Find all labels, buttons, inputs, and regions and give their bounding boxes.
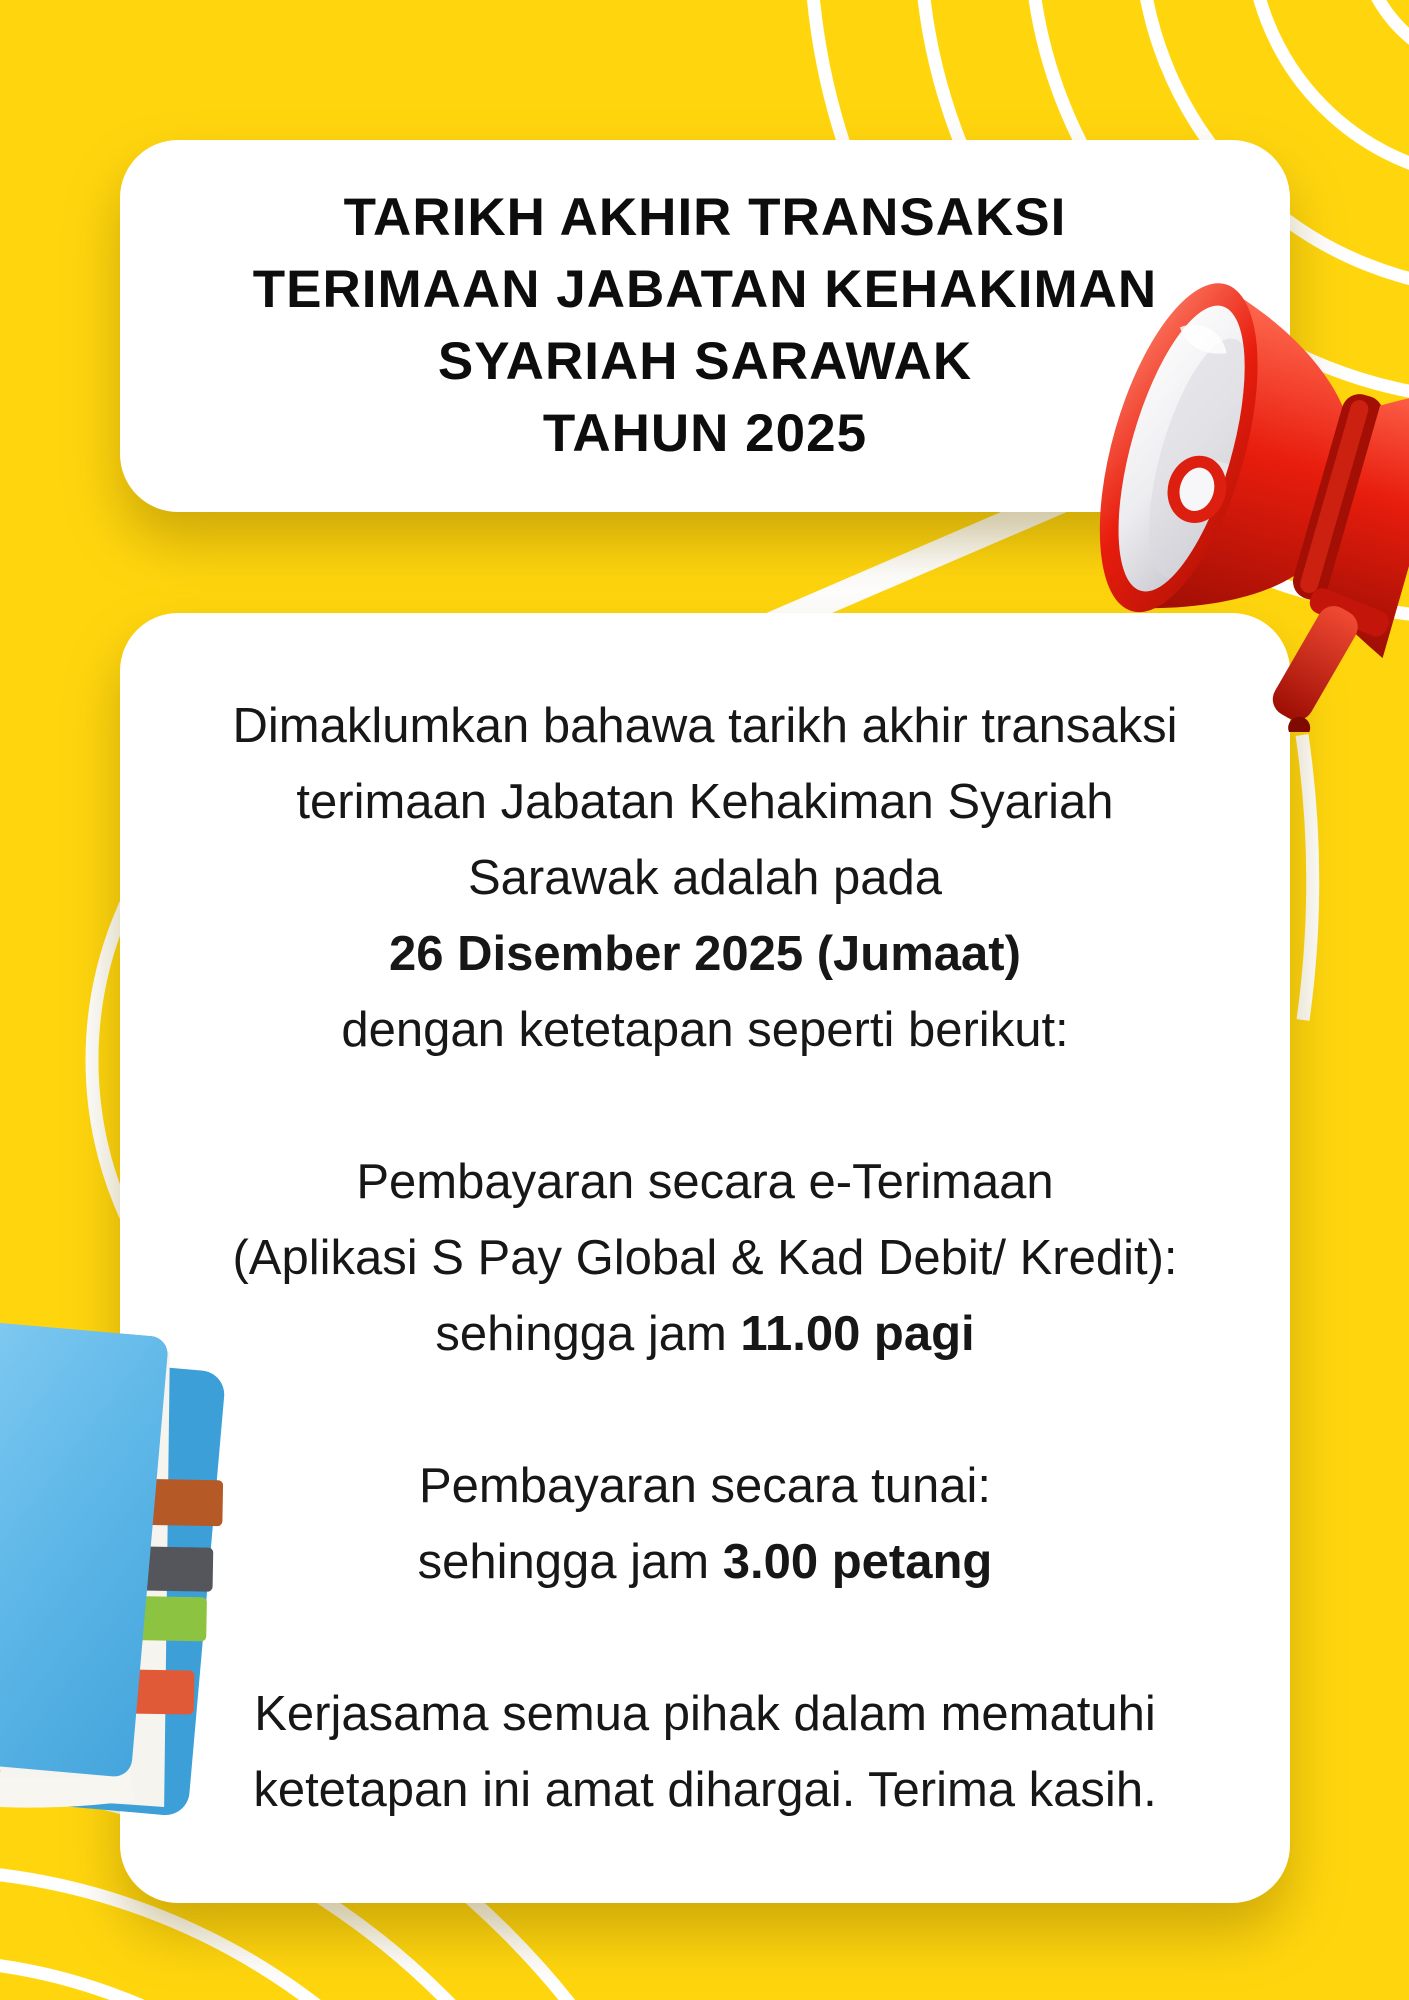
eterimaan-cutoff-line [232,1296,1177,1372]
body-text-line: Kerjasama semua pihak dalam mematuhi [254,1687,1156,1741]
book-icon [0,1316,269,1849]
cash-cutoff-time: 3.00 petang [722,1535,993,1589]
body-text-line: dengan ketetapan seperti berikut: [341,1003,1069,1057]
body-text-line: terimaan Jabatan Kehakiman Syariah [296,775,1114,829]
body-text-line: Sarawak adalah pada [467,851,943,905]
body-text-line: Pembayaran secara tunai: [419,1459,991,1513]
eterimaan-payment-paragraph [232,1144,1177,1372]
body-text-segment: sehingga jam [435,1307,741,1361]
megaphone-icon [985,262,1409,732]
body-text-line: Dimaklumkan bahawa tarikh akhir transaksi [232,699,1178,753]
body-text-line: Pembayaran secara e-Terimaan [356,1155,1054,1209]
deadline-date-text: 26 Disember 2025 (Jumaat) [389,927,1021,981]
body-text-segment: sehingga jam [417,1535,723,1589]
body-card [120,613,1290,1903]
title-line-1: TARIKH AKHIR TRANSAKSI [343,188,1067,247]
body-text-line: (Aplikasi S Pay Global & Kad Debit/ Kredit): [232,1231,1178,1285]
cash-cutoff-line [418,1524,993,1600]
book-tab-orange [146,1479,223,1526]
intro-paragraph [233,688,1178,1068]
body-text-line: ketetapan ini amat dihargai. Terima kasih. [253,1763,1157,1817]
title-line-4: TAHUN 2025 [542,404,868,463]
cash-payment-paragraph [418,1448,993,1600]
eterimaan-cutoff-time: 11.00 pagi [740,1307,975,1361]
closing-paragraph [253,1676,1156,1828]
title-line-2: TERIMAAN JABATAN KEHAKIMAN [252,260,1158,319]
title-line-3: SYARIAH SARAWAK [437,332,973,391]
